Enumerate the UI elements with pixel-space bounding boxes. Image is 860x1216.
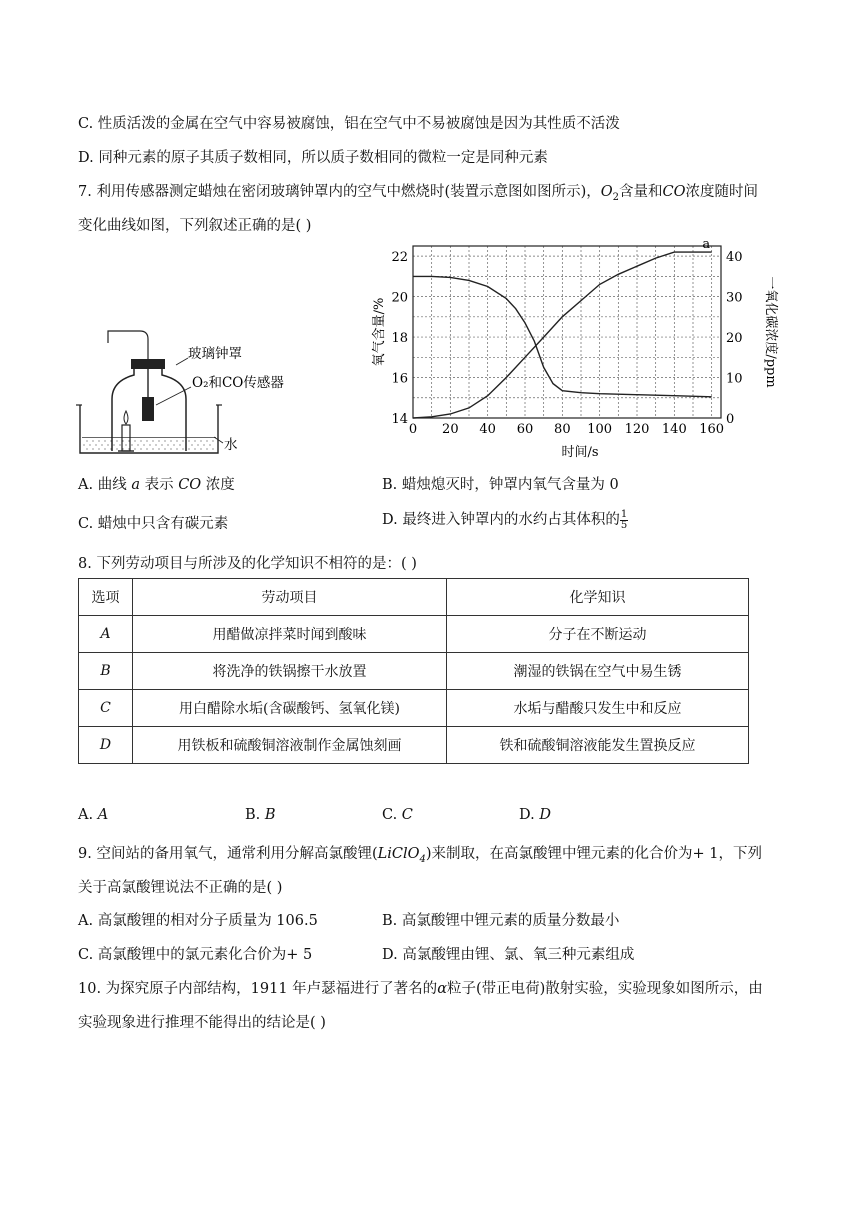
x-tick-label: 160: [699, 422, 725, 437]
q7-opt-a-var: a: [131, 477, 140, 493]
water-dot: [194, 440, 195, 441]
q8-opt-d-letter: D.: [519, 807, 535, 823]
water-dots: [82, 437, 216, 438]
x-tick-label: 40: [479, 422, 496, 437]
q9-option-b[interactable]: B. 高氯酸锂中锂元素的质量分数最小: [382, 913, 620, 929]
chart-grid: [413, 246, 721, 418]
y-right-tick-label: 30: [726, 290, 743, 306]
table-cell: B: [79, 653, 133, 690]
plot-frame: [413, 246, 721, 418]
table-cell: 将洗净的铁锅擦干水放置: [133, 653, 447, 690]
water-dot: [116, 448, 117, 449]
water-dot: [182, 440, 183, 441]
water-dot: [149, 444, 150, 445]
y-left-tick-label: 16: [391, 371, 408, 387]
water-dot: [86, 448, 87, 449]
water-dot: [176, 440, 177, 441]
table-cell: 铁和硫酸铜溶液能发生置换反应: [447, 727, 749, 764]
table-cell: 水垢与醋酸只发生中和反应: [447, 690, 749, 727]
water-dot: [107, 444, 108, 445]
option-d-q6: D. 同种元素的原子其质子数相同，所以质子数相同的微粒一定是同种元素: [78, 150, 548, 166]
water-dot: [206, 448, 207, 449]
water-dot: [104, 448, 105, 449]
q8-opt-d-val: D: [539, 807, 551, 823]
q7-opt-a-post: 浓度: [205, 477, 235, 493]
q8-table: [78, 578, 749, 764]
curve-label-a: a: [702, 240, 711, 253]
water-dot: [206, 440, 207, 441]
table-row: [79, 690, 749, 727]
water-dot: [104, 440, 105, 441]
water-dot: [188, 448, 189, 449]
y-right-axis-label: 一氧化碳浓度/ppm: [763, 276, 778, 388]
x-tick-labels: [409, 422, 724, 437]
q10-stem-a: 10. 为探究原子内部结构，1911 年卢瑟福进行了著名的: [78, 981, 438, 997]
q7-option-b[interactable]: B. 蜡烛熄灭时，钟罩内氧气含量为 0: [382, 477, 619, 493]
q8-stem: 8. 下列劳动项目与所涉及的化学知识不相符的是：( ): [78, 556, 417, 572]
table-header-row: [79, 579, 749, 616]
water-dot: [86, 440, 87, 441]
fraction-one-fifth: [620, 510, 628, 531]
q7-opt-a-mid: 表示: [144, 477, 174, 493]
water-dot: [209, 444, 210, 445]
table-row: [79, 616, 749, 653]
q7-stem-line2: 变化曲线如图，下列叙述正确的是( ): [78, 218, 312, 234]
frac-den: 5: [620, 519, 628, 531]
q9-formula-sub: 4: [419, 853, 426, 865]
water-dot: [170, 448, 171, 449]
q8-option-c[interactable]: [382, 807, 413, 823]
q8-opt-a-letter: A.: [78, 807, 94, 823]
water-dot: [146, 448, 147, 449]
water-dot: [188, 440, 189, 441]
water-dot: [92, 448, 93, 449]
water-pattern: [83, 440, 213, 449]
water-dot: [164, 440, 165, 441]
q9-stem-b: )来制取，在高氯酸锂中锂元素的化合价为+ 1，下列: [425, 846, 763, 862]
water-dot: [191, 444, 192, 445]
table-cell: 用白醋除水垢(含碳酸钙、氢氧化镁): [133, 690, 447, 727]
q8-opt-b-val: B: [264, 807, 276, 823]
table-cell: C: [79, 690, 133, 727]
y-right-tick-label: 10: [726, 371, 743, 387]
water-dot: [164, 448, 165, 449]
water-dot: [137, 444, 138, 445]
water-dot: [134, 440, 135, 441]
table-cell: 潮湿的铁锅在空气中易生锈: [447, 653, 749, 690]
water-dot: [212, 440, 213, 441]
x-tick-label: 60: [516, 422, 534, 437]
q9-stem-line2: 关于高氯酸锂说法不正确的是( ): [78, 880, 283, 896]
y-left-tick-label: 20: [391, 290, 408, 306]
q8-option-d[interactable]: [519, 807, 551, 823]
q9-option-c[interactable]: C. 高氯酸锂中的氯元素化合价为+ 5: [78, 947, 313, 963]
sensor-wire: [108, 331, 148, 359]
stopper: [131, 359, 165, 369]
table-header: 化学知识: [447, 579, 749, 616]
water-dot: [89, 444, 90, 445]
table-row: [79, 727, 749, 764]
q7-stem-b: 含量和: [619, 184, 663, 200]
q7-opt-d-pre: D. 最终进入钟罩内的水约占其体积的: [382, 512, 620, 528]
water-dot: [167, 444, 168, 445]
water-dot: [113, 444, 114, 445]
q8-opt-b-letter: B.: [245, 807, 261, 823]
water-dot: [200, 448, 201, 449]
water-dot: [158, 448, 159, 449]
sensor: [142, 397, 154, 421]
water-dot: [116, 440, 117, 441]
water-dot: [200, 440, 201, 441]
q7-o2-sub: 2: [612, 191, 620, 203]
q10-stem-b: 粒子(带正电荷)散射实验，实验现象如图所示，由: [446, 981, 763, 997]
label-bell-jar: 玻璃钟罩: [188, 346, 242, 362]
water-dot: [143, 444, 144, 445]
y-left-axis-label: 氧气含量/%: [372, 297, 387, 367]
water-dot: [119, 444, 120, 445]
water-dot: [203, 444, 204, 445]
water-dot: [170, 440, 171, 441]
q7-option-c[interactable]: C. 蜡烛中只含有碳元素: [78, 516, 229, 532]
table-cell: 用醋做凉拌菜时闻到酸味: [133, 616, 447, 653]
water-dot: [140, 440, 141, 441]
water-dot: [92, 440, 93, 441]
q7-option-a[interactable]: [78, 473, 235, 494]
q9-stem: [78, 842, 762, 865]
label-sensor: O₂和CO传感器: [192, 375, 284, 391]
x-tick-label: 20: [442, 422, 459, 437]
q9-option-a[interactable]: A. 高氯酸锂的相对分子质量为 106.5: [78, 913, 318, 929]
apparatus-figure: [76, 325, 366, 460]
water-dot: [125, 444, 126, 445]
q7-stem: [78, 180, 758, 203]
table-header: 选项: [79, 579, 133, 616]
water-dot: [98, 440, 99, 441]
q8-option-a[interactable]: [78, 807, 108, 823]
water-dot: [161, 444, 162, 445]
q8-opt-c-val: C: [401, 807, 413, 823]
q10-stem-line2: 实验现象进行推理不能得出的结论是( ): [78, 1015, 326, 1031]
water-dot: [155, 444, 156, 445]
y-right-tick-labels: [726, 250, 743, 427]
water-dot: [194, 448, 195, 449]
water-dot: [131, 444, 132, 445]
water-dot: [134, 448, 135, 449]
water-dot: [212, 448, 213, 449]
x-tick-label: 140: [661, 422, 687, 437]
q7-co: CO: [662, 184, 686, 200]
q9-formula: LiClO: [377, 846, 420, 862]
water-dot: [95, 444, 96, 445]
y-left-tick-label: 14: [391, 412, 408, 427]
table-cell: A: [79, 616, 133, 653]
q10-alpha: α: [437, 981, 447, 997]
option-c-q6: C. 性质活泼的金属在空气中容易被腐蚀，铝在空气中不易被腐蚀是因为其性质不活泼: [78, 116, 620, 132]
water-dot: [158, 440, 159, 441]
y-left-tick-labels: [391, 250, 408, 427]
q7-stem-c: 浓度随时间: [685, 184, 759, 200]
y-left-tick-label: 22: [391, 250, 408, 266]
q7-opt-a-co: CO: [178, 477, 202, 493]
o2-co-chart: [365, 240, 785, 465]
x-axis-label: 时间/s: [561, 445, 599, 460]
q8-opt-c-letter: C.: [382, 807, 398, 823]
water-dot: [179, 444, 180, 445]
water-dot: [101, 444, 102, 445]
flame-icon: [124, 411, 128, 424]
y-left-tick-label: 18: [391, 331, 408, 347]
q7-opt-a-pre: A. 曲线: [78, 477, 127, 493]
water-dot: [152, 440, 153, 441]
q7-stem-a: 7. 利用传感器测定蜡烛在密闭玻璃钟罩内的空气中燃烧时(装置示意图如图所示)，: [78, 184, 601, 200]
y-right-tick-label: 20: [726, 331, 743, 347]
x-tick-label: 120: [624, 422, 650, 437]
water-dot: [146, 440, 147, 441]
q9-option-d[interactable]: D. 高氯酸锂由锂、氯、氧三种元素组成: [382, 947, 635, 963]
x-tick-label: 0: [408, 422, 418, 437]
q8-option-b[interactable]: [245, 807, 276, 823]
q9-stem-a: 9. 空间站的备用氧气，通常利用分解高氯酸锂(: [78, 846, 378, 862]
label-water: 水: [224, 437, 238, 453]
water-dot: [83, 444, 84, 445]
q7-option-d[interactable]: [382, 508, 628, 531]
water-dot: [98, 448, 99, 449]
y-right-tick-label: 0: [726, 412, 735, 427]
water-dot: [176, 448, 177, 449]
table-cell: 用铁板和硫酸铜溶液制作金属蚀刻画: [133, 727, 447, 764]
q10-stem: [78, 977, 763, 998]
q7-o2: O: [600, 184, 613, 200]
table-cell: D: [79, 727, 133, 764]
x-tick-label: 100: [587, 422, 613, 437]
water-dot: [152, 448, 153, 449]
table-row: [79, 653, 749, 690]
water-dot: [197, 444, 198, 445]
q8-opt-a-val: A: [97, 807, 109, 823]
y-right-tick-label: 40: [726, 250, 743, 266]
water-dot: [140, 448, 141, 449]
table-cell: 分子在不断运动: [447, 616, 749, 653]
water-dot: [173, 444, 174, 445]
frac-num: 1: [620, 508, 628, 520]
water-dot: [182, 448, 183, 449]
x-tick-label: 80: [554, 422, 571, 437]
table-header: 劳动项目: [133, 579, 447, 616]
